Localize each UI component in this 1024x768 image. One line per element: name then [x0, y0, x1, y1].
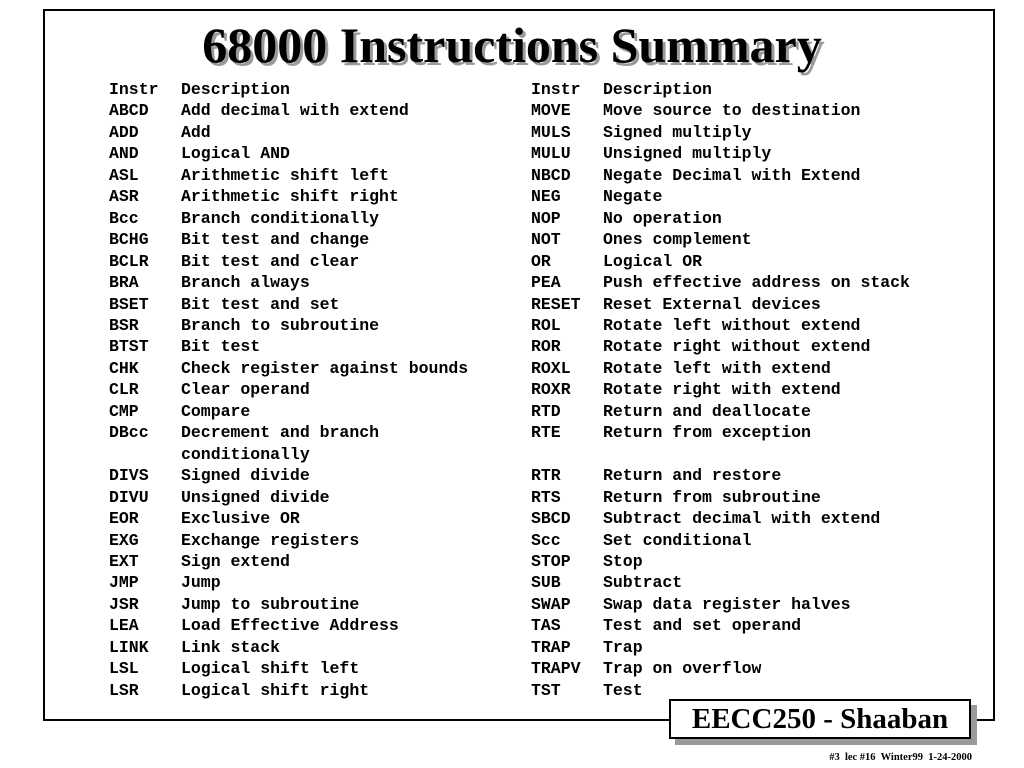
- instruction-row: [109, 272, 468, 293]
- instruction-row: [531, 508, 910, 529]
- instruction-row: [531, 251, 910, 272]
- instruction-mnemonic: ROL: [531, 315, 561, 335]
- instruction-mnemonic: ROR: [531, 337, 561, 357]
- instruction-description: Clear operand: [181, 380, 310, 400]
- instruction-description: Sign extend: [181, 551, 290, 571]
- instruction-row: [531, 465, 910, 486]
- instruction-row: [531, 358, 910, 379]
- instruction-mnemonic: JSR: [109, 594, 139, 614]
- instruction-description: Add decimal with extend: [181, 101, 409, 121]
- instruction-mnemonic: ADD: [109, 122, 139, 142]
- instruction-mnemonic: LINK: [109, 637, 149, 657]
- instruction-description: Logical shift right: [181, 680, 370, 700]
- instruction-row: [531, 336, 910, 357]
- instruction-description: Rotate right without extend: [603, 337, 871, 357]
- instruction-row: [531, 530, 910, 551]
- instruction-row: [109, 401, 468, 422]
- instruction-description: Signed divide: [181, 466, 310, 486]
- instruction-row: [109, 251, 468, 272]
- instruction-row: [531, 229, 910, 250]
- instruction-description: Rotate left with extend: [603, 358, 831, 378]
- instruction-description: Return from subroutine: [603, 487, 821, 507]
- instruction-mnemonic: NEG: [531, 187, 561, 207]
- instruction-mnemonic: BTST: [109, 337, 149, 357]
- instruction-mnemonic: SUB: [531, 573, 561, 593]
- instruction-row: [531, 165, 910, 186]
- instruction-description: Reset External devices: [603, 294, 821, 314]
- instruction-mnemonic: RTR: [531, 466, 561, 486]
- instruction-description: Rotate left without extend: [603, 315, 861, 335]
- instruction-mnemonic: Scc: [531, 530, 561, 550]
- instruction-row: [531, 487, 910, 508]
- instruction-description: Exclusive OR: [181, 509, 300, 529]
- instruction-row: [531, 143, 910, 164]
- instruction-description: Arithmetic shift left: [181, 165, 389, 185]
- instruction-description: Unsigned divide: [181, 487, 330, 507]
- instruction-mnemonic: MULU: [531, 144, 571, 164]
- course-label: EECC250 - Shaaban: [669, 699, 971, 739]
- instruction-row: [109, 229, 468, 250]
- instruction-description: Branch conditionally: [181, 208, 380, 228]
- instruction-mnemonic: DIVS: [109, 466, 149, 486]
- slide-title: 68000 Instructions Summary: [202, 17, 822, 73]
- instruction-mnemonic: EXT: [109, 551, 139, 571]
- instruction-mnemonic: LSL: [109, 659, 139, 679]
- instruction-row: [531, 551, 910, 572]
- instruction-row: [109, 530, 468, 551]
- instruction-row: [109, 336, 468, 357]
- column-header: [109, 79, 468, 100]
- instruction-mnemonic: RTD: [531, 401, 561, 421]
- instruction-description: Check register against bounds: [181, 358, 469, 378]
- instruction-row: [531, 294, 910, 315]
- instruction-mnemonic: ROXR: [531, 380, 571, 400]
- instruction-mnemonic: BSET: [109, 294, 149, 314]
- instruction-row: [531, 615, 910, 636]
- instruction-row: [109, 658, 468, 679]
- instruction-row: [109, 465, 468, 486]
- column-header: [531, 79, 910, 100]
- instruction-row: [531, 572, 910, 593]
- instruction-row: [531, 680, 910, 701]
- instruction-row: [531, 379, 910, 400]
- instruction-mnemonic: BCHG: [109, 230, 149, 250]
- instruction-row: [109, 186, 468, 207]
- instruction-mnemonic: LEA: [109, 616, 139, 636]
- instruction-description: conditionally: [181, 444, 310, 464]
- instruction-row: [109, 572, 468, 593]
- instruction-row: [109, 122, 468, 143]
- instruction-column-right: [531, 79, 910, 701]
- instruction-description: Ones complement: [603, 230, 752, 250]
- instruction-description: Test: [603, 680, 643, 700]
- instruction-description: Link stack: [181, 637, 281, 657]
- instruction-description: Negate Decimal with Extend: [603, 165, 861, 185]
- instruction-row: [109, 444, 468, 465]
- header-instr: Instr: [109, 80, 159, 99]
- instruction-mnemonic: CLR: [109, 380, 139, 400]
- instruction-description: [603, 444, 613, 465]
- instruction-mnemonic: ASR: [109, 187, 139, 207]
- instruction-description: Logical OR: [603, 251, 703, 271]
- instruction-description: Bit test and set: [181, 294, 340, 314]
- instruction-mnemonic: NBCD: [531, 165, 571, 185]
- instruction-description: Return from exception: [603, 423, 811, 443]
- instruction-description: Test and set operand: [603, 616, 802, 636]
- instruction-mnemonic: DBcc: [109, 423, 149, 443]
- instruction-description: Trap: [603, 637, 643, 657]
- instruction-description: Return and deallocate: [603, 401, 811, 421]
- instruction-description: Add: [181, 122, 211, 142]
- instruction-row: [531, 186, 910, 207]
- instruction-row: [109, 551, 468, 572]
- instruction-description: Negate: [603, 187, 663, 207]
- instruction-row: [109, 379, 468, 400]
- instruction-mnemonic: CHK: [109, 358, 139, 378]
- instruction-mnemonic: TRAP: [531, 637, 571, 657]
- instruction-row: [109, 637, 468, 658]
- instruction-mnemonic: CMP: [109, 401, 139, 421]
- instruction-row: [109, 422, 468, 443]
- instruction-mnemonic: SBCD: [531, 509, 571, 529]
- instruction-description: No operation: [603, 208, 722, 228]
- instruction-description: Decrement and branch: [181, 423, 380, 443]
- instruction-description: Jump: [181, 573, 221, 593]
- instruction-row: [109, 594, 468, 615]
- footer-note: #3 lec #16 Winter99 1-24-2000: [829, 752, 972, 763]
- instruction-mnemonic: ROXL: [531, 358, 571, 378]
- instruction-row: [531, 422, 910, 443]
- instruction-mnemonic: TRAPV: [531, 659, 581, 679]
- instruction-row: [109, 100, 468, 121]
- instruction-row: [531, 637, 910, 658]
- instruction-mnemonic: STOP: [531, 551, 571, 571]
- instruction-description: Subtract: [603, 573, 683, 593]
- header-description: Description: [181, 80, 290, 99]
- instruction-mnemonic: EOR: [109, 509, 139, 529]
- instruction-mnemonic: BRA: [109, 273, 139, 293]
- instruction-mnemonic: PEA: [531, 273, 561, 293]
- instruction-mnemonic: RTE: [531, 423, 561, 443]
- instruction-mnemonic: TST: [531, 680, 561, 700]
- instruction-mnemonic: ASL: [109, 165, 139, 185]
- instruction-row: [109, 508, 468, 529]
- instruction-row: [531, 122, 910, 143]
- instruction-row: [109, 358, 468, 379]
- instruction-description: Bit test and change: [181, 230, 370, 250]
- instruction-mnemonic: ABCD: [109, 101, 149, 121]
- instruction-description: Bit test: [181, 337, 261, 357]
- instruction-row: [531, 444, 910, 465]
- instruction-description: Rotate right with extend: [603, 380, 841, 400]
- instruction-row: [531, 658, 910, 679]
- instruction-row: [109, 487, 468, 508]
- instruction-description: Exchange registers: [181, 530, 360, 550]
- instruction-description: Trap on overflow: [603, 659, 762, 679]
- instruction-mnemonic: OR: [531, 251, 551, 271]
- instruction-mnemonic: LSR: [109, 680, 139, 700]
- instruction-mnemonic: RTS: [531, 487, 561, 507]
- instruction-row: [531, 401, 910, 422]
- instruction-description: Set conditional: [603, 530, 752, 550]
- instruction-description: Signed multiply: [603, 122, 752, 142]
- instruction-description: Logical AND: [181, 144, 290, 164]
- instruction-mnemonic: DIVU: [109, 487, 149, 507]
- instruction-row: [109, 208, 468, 229]
- instruction-row: [109, 315, 468, 336]
- instruction-row: [531, 594, 910, 615]
- instruction-description: Branch always: [181, 273, 310, 293]
- instruction-row: [531, 100, 910, 121]
- instruction-row: [109, 294, 468, 315]
- instruction-description: Branch to subroutine: [181, 315, 380, 335]
- instruction-mnemonic: [109, 444, 181, 465]
- instruction-mnemonic: BSR: [109, 315, 139, 335]
- instruction-row: [109, 165, 468, 186]
- instruction-mnemonic: RESET: [531, 294, 581, 314]
- instruction-mnemonic: BCLR: [109, 251, 149, 271]
- instruction-description: Unsigned multiply: [603, 144, 772, 164]
- instruction-description: Subtract decimal with extend: [603, 509, 881, 529]
- instruction-mnemonic: AND: [109, 144, 139, 164]
- instruction-row: [531, 272, 910, 293]
- instruction-description: Logical shift left: [181, 659, 360, 679]
- instruction-description: Stop: [603, 551, 643, 571]
- instruction-description: Load Effective Address: [181, 616, 399, 636]
- instruction-mnemonic: NOP: [531, 208, 561, 228]
- instruction-description: Bit test and clear: [181, 251, 360, 271]
- header-instr: Instr: [531, 80, 581, 99]
- instruction-column-left: [109, 79, 468, 701]
- instruction-row: [109, 615, 468, 636]
- instruction-mnemonic: [531, 444, 603, 465]
- instruction-description: Compare: [181, 401, 251, 421]
- instruction-mnemonic: EXG: [109, 530, 139, 550]
- instruction-description: Jump to subroutine: [181, 594, 360, 614]
- instruction-mnemonic: JMP: [109, 573, 139, 593]
- instruction-mnemonic: TAS: [531, 616, 561, 636]
- instruction-row: [109, 680, 468, 701]
- instruction-row: [531, 208, 910, 229]
- instruction-mnemonic: SWAP: [531, 594, 571, 614]
- instruction-mnemonic: NOT: [531, 230, 561, 250]
- instruction-mnemonic: MOVE: [531, 101, 571, 121]
- instruction-description: Swap data register halves: [603, 594, 851, 614]
- instruction-description: Move source to destination: [603, 101, 861, 121]
- instruction-row: [109, 143, 468, 164]
- instruction-mnemonic: MULS: [531, 122, 571, 142]
- instruction-description: Arithmetic shift right: [181, 187, 399, 207]
- header-description: Description: [603, 80, 712, 99]
- instruction-row: [531, 315, 910, 336]
- instruction-mnemonic: Bcc: [109, 208, 139, 228]
- instruction-description: Push effective address on stack: [603, 273, 910, 293]
- instruction-description: Return and restore: [603, 466, 782, 486]
